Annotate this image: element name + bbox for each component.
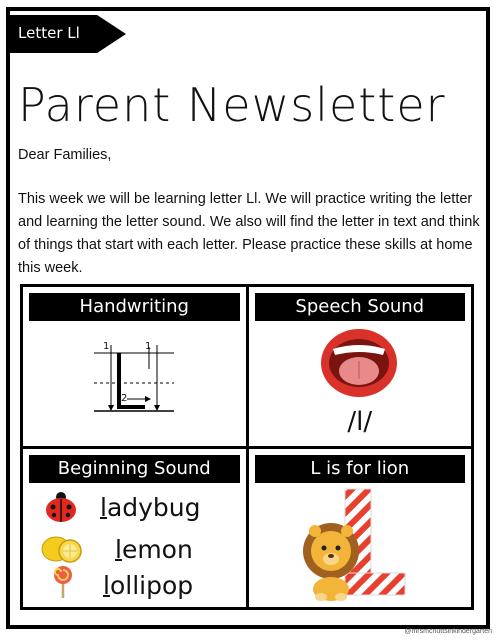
word-lollipop-first-letter: l: [103, 570, 110, 600]
activity-grid: [20, 284, 474, 610]
speech-sound-header: Speech Sound: [255, 293, 466, 321]
word-lemon-rest: emon: [121, 534, 193, 564]
word-ladybug-first-letter: l: [100, 492, 107, 522]
beginning-sound-cell: [23, 449, 246, 608]
beginning-sound-header: Beginning Sound: [29, 455, 240, 483]
handwriting-header: Handwriting: [29, 293, 240, 321]
letter-tag-label: Letter Ll: [18, 24, 80, 42]
mouth-icon: [319, 327, 399, 399]
page-title: Parent Newsletter: [18, 78, 446, 132]
word-lollipop: [103, 571, 193, 600]
word-ladybug-rest: adybug: [106, 492, 201, 522]
lollipop-icon: [51, 565, 75, 599]
lion-header: L is for lion: [255, 455, 466, 483]
stroke-number-1: 1: [103, 341, 110, 352]
word-lemon-first-letter: l: [115, 534, 122, 564]
letter-tag: [10, 15, 126, 53]
stroke-number-2: 2: [121, 393, 128, 404]
stroke-number-1b: 1: [145, 341, 152, 352]
lion-cell: [249, 449, 472, 608]
speech-sound-text: /l/: [347, 407, 373, 437]
word-lollipop-rest: ollipop: [109, 570, 194, 600]
lemon-icon: [41, 533, 83, 565]
intro-paragraph: This week we will be learning letter Ll. We will practice writing the letter and learning the letter sound. We also will find the letter in text and think of things that start with each letter. Please practice these skills at home this week.: [18, 191, 480, 276]
handwriting-cell: [23, 287, 246, 446]
letter-l-lion-icon: [301, 485, 411, 605]
speech-sound-cell: [249, 287, 472, 446]
footer-credit: @mrsmcnuttsinkindergarten: [404, 628, 492, 635]
ladybug-icon: [43, 491, 79, 523]
greeting: Dear Families,: [18, 147, 112, 163]
word-lemon: [115, 535, 193, 564]
word-ladybug: [100, 493, 201, 522]
